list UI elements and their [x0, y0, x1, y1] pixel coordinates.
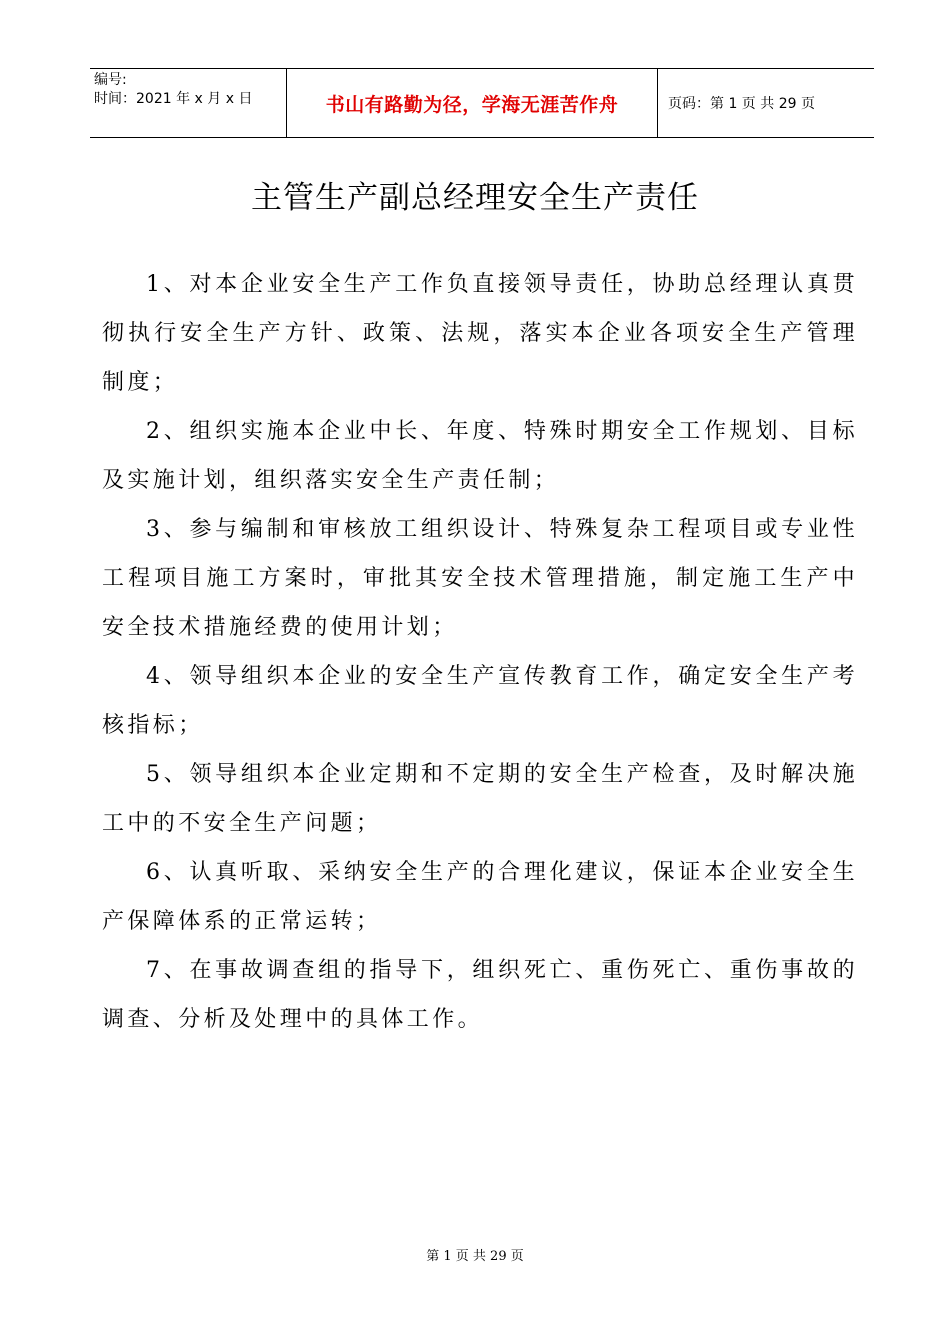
document-body — [102, 260, 858, 1044]
header-page-number: 页码：第 1 页 共 29 页 — [668, 96, 815, 112]
paragraph-1: 1、对本企业安全生产工作负直接领导责任，协助总经理认真贯彻执行安全生产方针、政策、法规，落实本企业各项安全生产管理制度； — [102, 272, 858, 395]
paragraph-4: 4、领导组织本企业的安全生产宣传教育工作，确定安全生产考核指标； — [102, 664, 858, 738]
document-date: 时间：2021 年 x 月 x 日 — [94, 91, 253, 107]
paragraph-2: 2、组织实施本企业中长、年度、特殊时期安全工作规划、目标及实施计划，组织落实安全生产责任制； — [102, 419, 858, 493]
header-meta — [90, 69, 286, 137]
paragraph-3: 3、参与编制和审核放工组织设计、特殊复杂工程项目或专业性工程项目施工方案时，审批其安全技术管理措施，制定施工生产中安全技术措施经费的使用计划； — [102, 517, 858, 640]
paragraph-5: 5、领导组织本企业定期和不定期的安全生产检查，及时解决施工中的不安全生产问题； — [102, 762, 858, 836]
header-motto: 书山有路勤为径，学海无涯苦作舟 — [286, 69, 658, 137]
page-footer: 第 1 页 共 29 页 — [426, 1249, 524, 1264]
paragraph-6: 6、认真听取、采纳安全生产的合理化建议，保证本企业安全生产保障体系的正常运转； — [102, 860, 858, 934]
paragraph-7: 7、在事故调查组的指导下，组织死亡、重伤死亡、重伤事故的调查、分析及处理中的具体工作。 — [102, 958, 858, 1032]
document-title: 主管生产副总经理安全生产责任 — [251, 180, 699, 216]
document-number-label: 编号: — [94, 72, 127, 88]
page-header — [90, 68, 874, 138]
